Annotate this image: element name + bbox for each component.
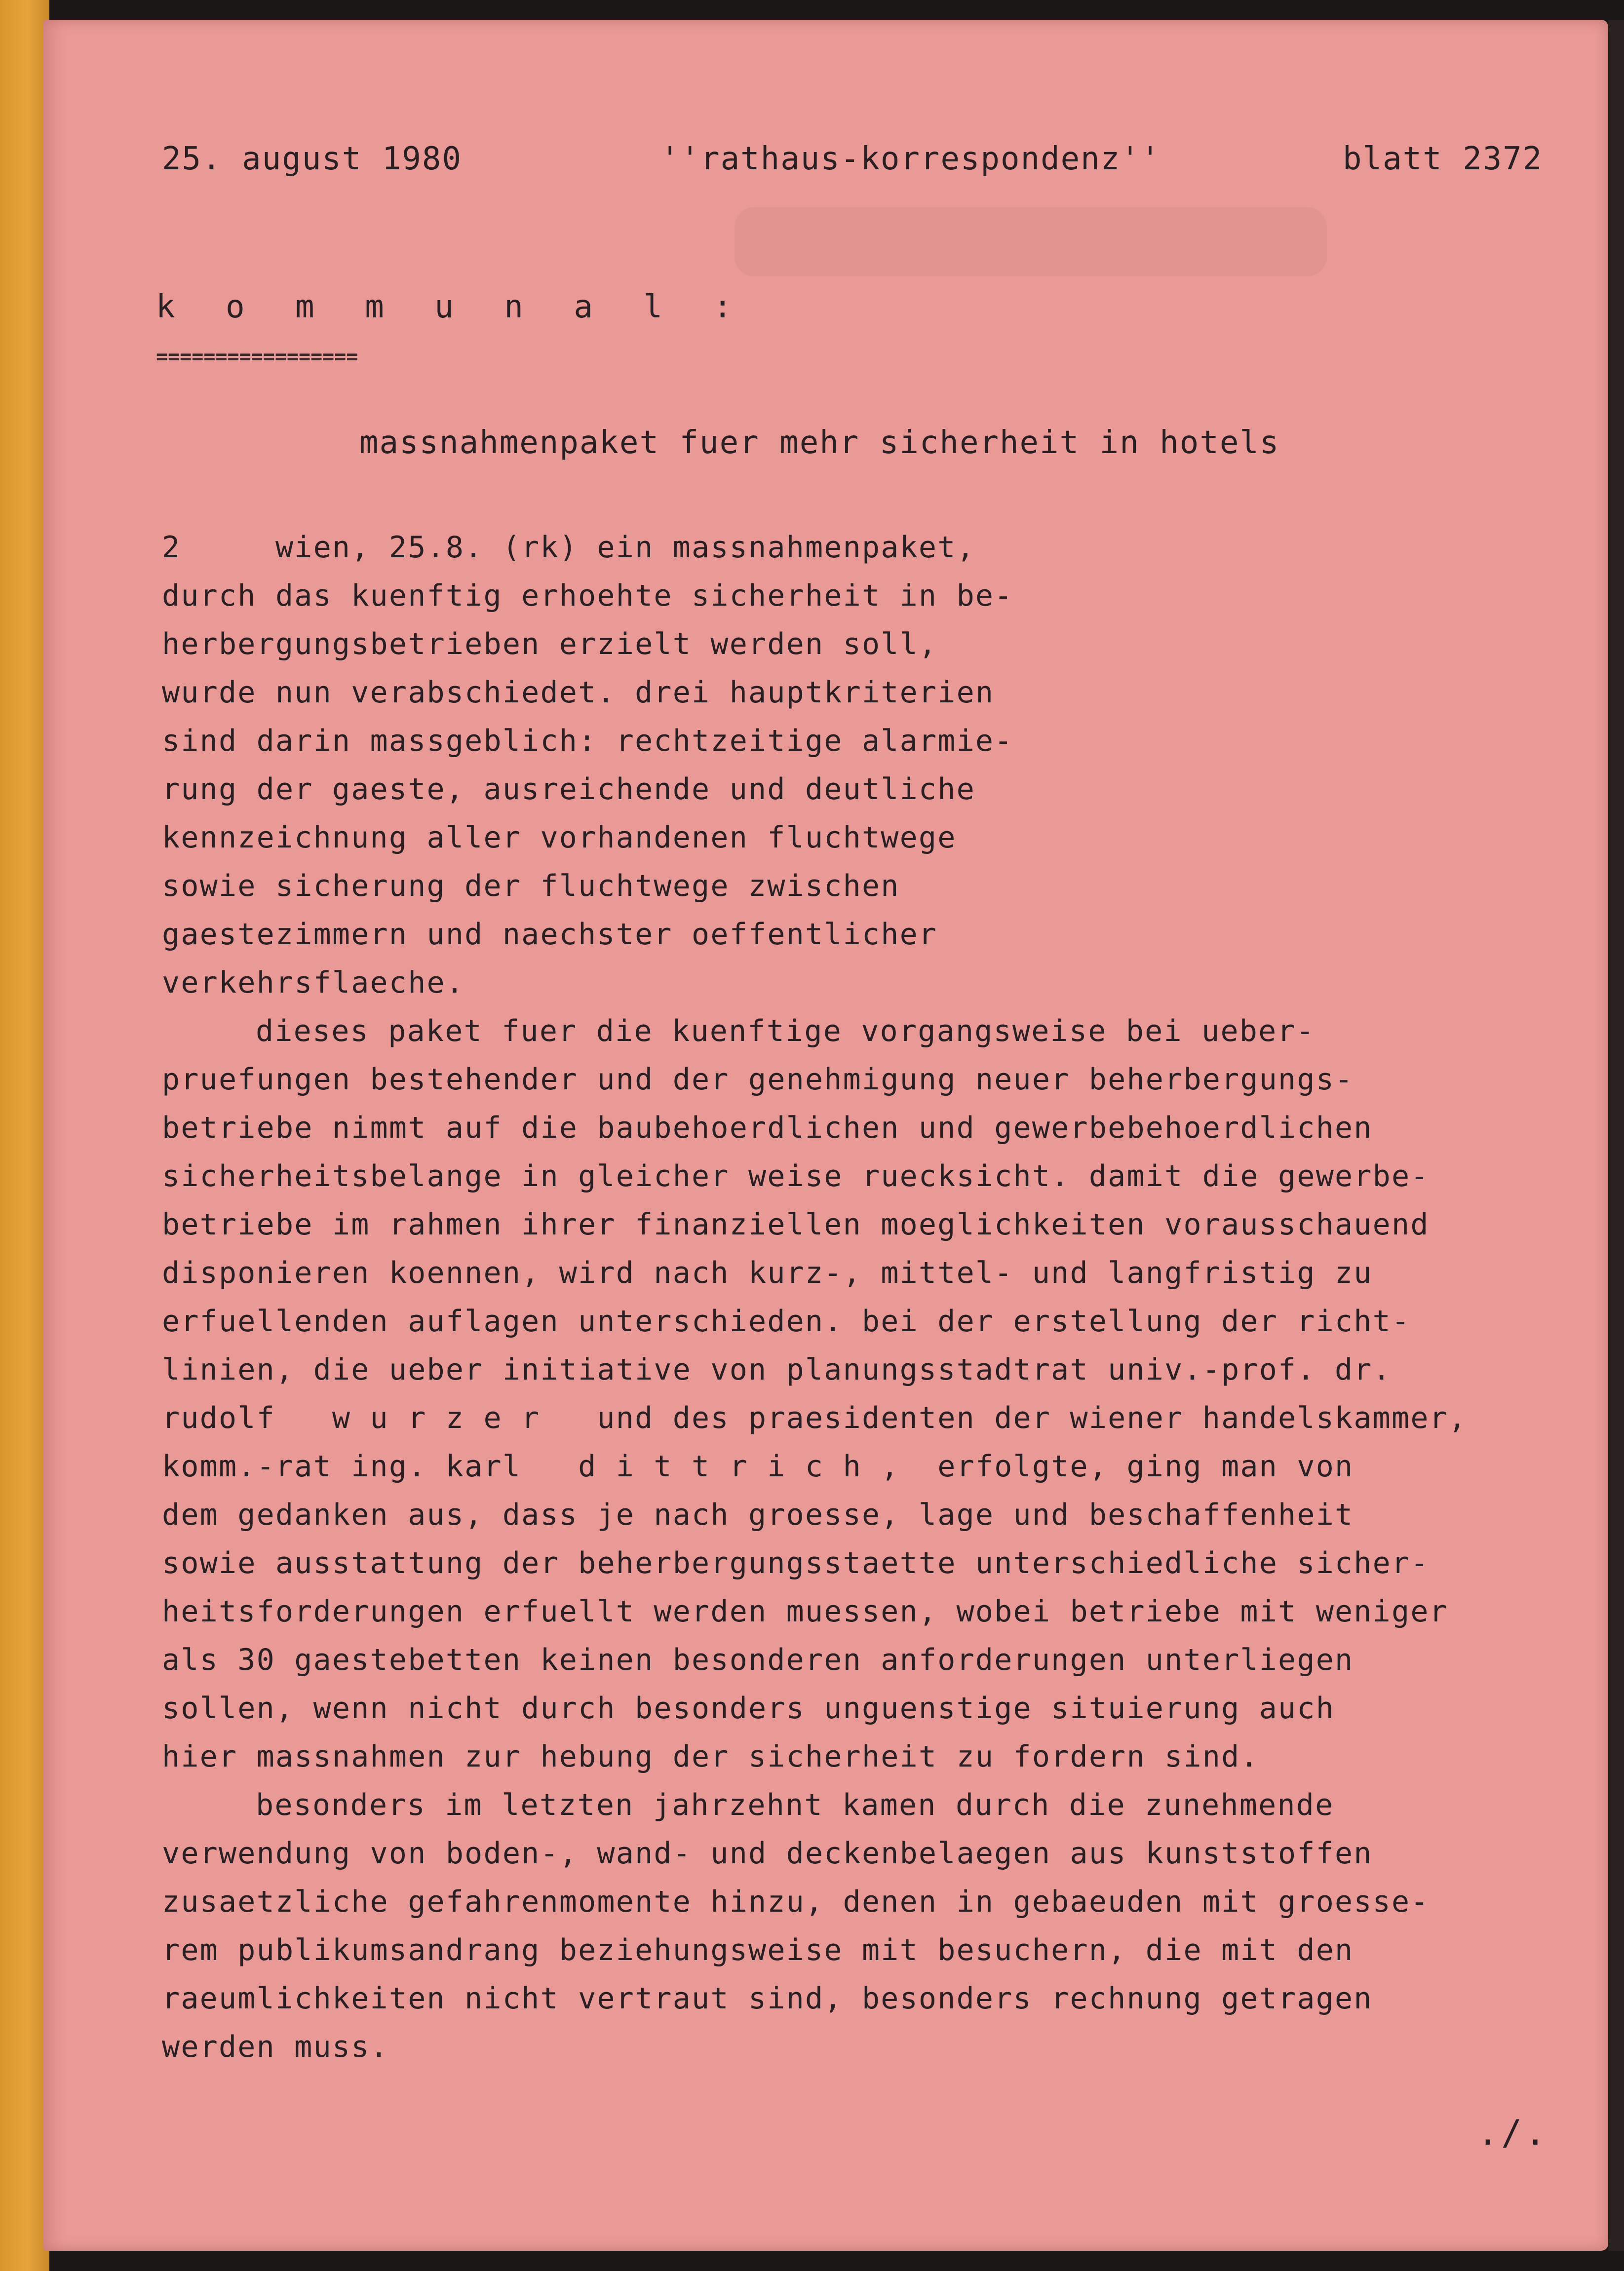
- paper-smudge: [735, 207, 1327, 276]
- body-line: dieses paket fuer die kuenftige vorgangsweise bei ueber-: [256, 1014, 1315, 1048]
- header-date: 25. august 1980: [162, 141, 462, 177]
- body-line: als 30 gaestebetten keinen besonderen anforderungen unterliegen: [162, 1643, 1354, 1677]
- body-line: wurde nun verabschiedet. drei hauptkriterien: [162, 675, 995, 710]
- body-line: rem publikumsandrang beziehungsweise mit besuchern, die mit den: [162, 1933, 1354, 1967]
- body-line: komm.-rat ing. karl d i t t r i c h , erfolgte, ging man von: [162, 1449, 1354, 1484]
- body-line: herbergungsbetrieben erzielt werden soll,: [162, 627, 938, 661]
- body-line: besonders im letzten jahrzehnt kamen durch die zunehmende: [256, 1788, 1334, 1822]
- body-line: hier massnahmen zur hebung der sicherheit zu fordern sind.: [162, 1739, 1259, 1774]
- section-underline: =================: [156, 346, 358, 368]
- body-line: 2 wien, 25.8. (rk) ein massnahmenpaket,: [162, 530, 975, 565]
- body-line: heitsforderungen erfuellt werden muessen, wobei betriebe mit weniger: [162, 1594, 1448, 1629]
- body-line: verwendung von boden-, wand- und deckenbelaegen aus kunststoffen: [162, 1836, 1373, 1871]
- body-line: sowie sicherung der fluchtwege zwischen: [162, 869, 900, 903]
- body-line: disponieren koennen, wird nach kurz-, mittel- und langfristig zu: [162, 1256, 1373, 1290]
- body-line: rung der gaeste, ausreichende und deutliche: [162, 772, 975, 807]
- body-line: kennzeichnung aller vorhandenen fluchtwege: [162, 820, 957, 855]
- body-line: werden muss.: [162, 2030, 389, 2064]
- body-line: gaestezimmern und naechster oeffentlicher: [162, 917, 938, 952]
- section-label: k o m m u n a l :: [156, 289, 748, 325]
- body-line: erfuellenden auflagen unterschieden. bei der erstellung der richt-: [162, 1304, 1411, 1339]
- body-line: sicherheitsbelange in gleicher weise ruecksicht. damit die gewerbe-: [162, 1159, 1430, 1193]
- binding-edge: [0, 0, 49, 2271]
- article-headline: massnahmenpaket fuer mehr sicherheit in hotels: [359, 424, 1280, 461]
- article-body: [162, 523, 1593, 2071]
- body-line: betriebe im rahmen ihrer finanziellen moeglichkeiten vorausschauend: [162, 1207, 1430, 1242]
- body-line: betriebe nimmt auf die baubehoerdlichen und gewerbebehoerdlichen: [162, 1111, 1373, 1145]
- document-page: [43, 20, 1608, 2251]
- body-line: sowie ausstattung der beherbergungsstaette unterschiedliche sicher-: [162, 1546, 1430, 1580]
- body-line: pruefungen bestehender und der genehmigung neuer beherbergungs-: [162, 1062, 1354, 1097]
- body-line: raeumlichkeiten nicht vertraut sind, besonders rechnung getragen: [162, 1981, 1373, 2016]
- body-line: zusaetzliche gefahrenmomente hinzu, denen in gebaeuden mit groesse-: [162, 1885, 1430, 1919]
- body-line: verkehrsflaeche.: [162, 965, 465, 1000]
- body-line: dem gedanken aus, dass je nach groesse, lage und beschaffenheit: [162, 1498, 1354, 1532]
- continuation-mark: ./.: [1477, 2113, 1549, 2153]
- body-line: durch das kuenftig erhoehte sicherheit in be-: [162, 578, 1013, 613]
- body-line: rudolf w u r z e r und des praesidenten der wiener handelskammer,: [162, 1401, 1468, 1435]
- typed-document: [43, 20, 1608, 2251]
- page-edge-shadow: [1608, 20, 1624, 2251]
- body-line: linien, die ueber initiative von planungsstadtrat univ.-prof. dr.: [162, 1352, 1392, 1387]
- body-line: sollen, wenn nicht durch besonders unguenstige situierung auch: [162, 1691, 1335, 1726]
- header-publication: ''rathaus-korrespondenz'': [660, 141, 1161, 177]
- header-sheet-number: blatt 2372: [1343, 141, 1543, 177]
- body-line: sind darin massgeblich: rechtzeitige alarmie-: [162, 724, 1013, 758]
